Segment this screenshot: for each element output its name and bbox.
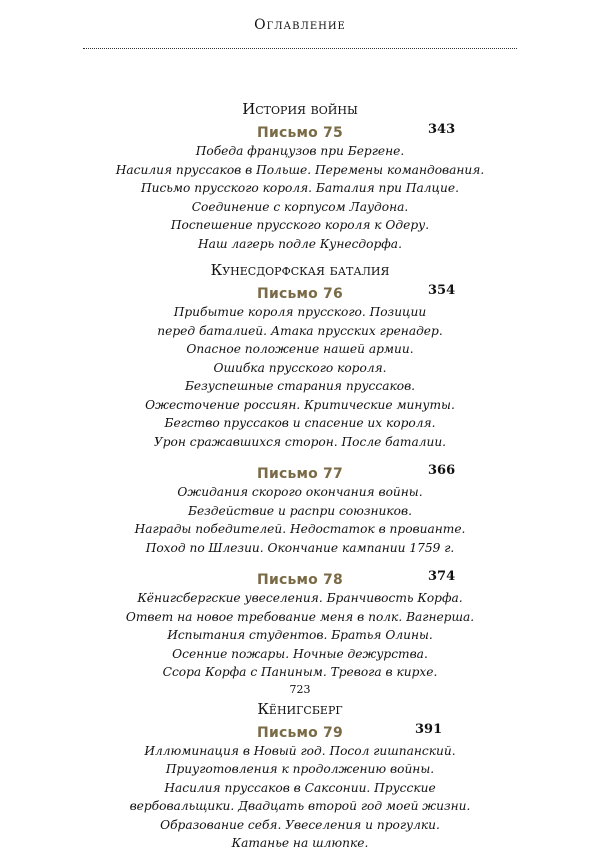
toc-entry <box>0 122 600 253</box>
entry-title: Письмо 78 <box>257 572 343 588</box>
entry-line: Осенние пожары. Ночные дежурства. <box>172 646 428 661</box>
entry-line: Поход по Шлезии. Окончание кампании 1759 г. <box>145 540 455 555</box>
entry-line: Образование себя. Увеселения и прогулки. <box>160 817 440 832</box>
entry-page-number: 343 <box>428 122 456 137</box>
entry-line: Испытания студентов. Братья Олины. <box>167 628 433 642</box>
entry-line: Ответ на новое требование меня в полк. Вагнерша. <box>125 609 475 624</box>
toc-entry <box>0 463 600 557</box>
entry-heading <box>0 122 600 142</box>
page-title: Оглавление <box>254 17 346 33</box>
section-title: История войны <box>242 100 358 118</box>
toc-section <box>0 98 600 253</box>
entry-heading <box>0 463 600 483</box>
entry-title: Письмо 77 <box>257 466 343 482</box>
entry-line: Кёнигсбергские увеселения. Бранчивость Корфа. <box>137 591 463 605</box>
entry-line: Насилия пруссаков в Саксонии. Прусские <box>164 780 436 795</box>
page-footer <box>0 683 600 696</box>
entry-page-number: 366 <box>428 463 456 478</box>
entry-page-number: 374 <box>428 569 456 584</box>
entry-description <box>0 589 600 682</box>
entry-line: Соединение с корпусом Лаудона. <box>191 199 409 214</box>
entry-line: Катанье на шлюпке. <box>231 836 369 850</box>
entry-line: перед баталией. Атака прусских гренадер. <box>157 323 443 338</box>
page-header <box>0 14 600 33</box>
entry-heading <box>0 283 600 303</box>
entry-description <box>0 303 600 451</box>
page-number: 723 <box>289 683 311 696</box>
entry-page-number: 354 <box>428 283 456 298</box>
entry-line: Ожидания скорого окончания войны. <box>177 485 423 499</box>
toc-section <box>0 259 600 682</box>
entry-line: Опасное положение нашей армии. <box>186 342 414 356</box>
entry-line: Награды победителей. Недостаток в провианте. <box>134 522 466 536</box>
entry-heading <box>0 569 600 589</box>
entry-title: Письмо 76 <box>257 286 343 302</box>
entry-line: Ожесточение россиян. Критические минуты. <box>145 397 455 412</box>
entry-line: Бездействие и распри союзников. <box>187 503 412 518</box>
entry-title: Письмо 75 <box>257 125 343 141</box>
entry-line: Урон сражавшихся сторон. После баталии. <box>153 434 447 449</box>
entry-line: Поспешение прусского короля к Одеру. <box>170 218 430 232</box>
table-of-contents <box>0 92 600 853</box>
entry-heading <box>0 722 600 742</box>
spacer <box>0 451 600 461</box>
entry-line: вербовальщики. Двадцать второй год моей жизни. <box>129 799 471 813</box>
toc-entry <box>0 722 600 853</box>
entry-line: Ошибка прусского короля. <box>213 360 387 375</box>
entry-line: Наш лагерь подле Кунесдорфа. <box>198 236 402 251</box>
entry-line: Насилия пруссаков в Польше. Перемены командования. <box>115 162 485 177</box>
entry-description <box>0 483 600 557</box>
entry-line: Победа французов при Бергене. <box>195 144 405 158</box>
entry-line: Иллюминация в Новый год. Посол гишпанский. <box>144 743 456 758</box>
entry-description <box>0 142 600 253</box>
toc-entry <box>0 569 600 682</box>
entry-line: Бегство пруссаков и спасение их короля. <box>164 416 436 430</box>
entry-line: Приуготовления к продолжению войны. <box>165 762 435 776</box>
toc-section <box>0 698 600 853</box>
dotted-divider <box>83 48 517 49</box>
entry-title: Письмо 79 <box>257 724 343 741</box>
entry-description <box>0 742 600 853</box>
toc-entry <box>0 283 600 451</box>
entry-line: Письмо прусского короля. Баталия при Палцие. <box>140 181 459 195</box>
spacer <box>0 557 600 567</box>
entry-page-number: 391 <box>415 721 443 737</box>
entry-line: Ссора Корфа с Паниным. Тревога в кирхе. <box>162 665 438 679</box>
entry-line: Безуспешные старания пруссаков. <box>184 379 416 393</box>
section-title: Кёнигсберг <box>257 699 343 718</box>
section-title: Кунесдорфская баталия <box>210 261 390 279</box>
entry-line: Прибытие короля прусского. Позиции <box>173 305 427 319</box>
